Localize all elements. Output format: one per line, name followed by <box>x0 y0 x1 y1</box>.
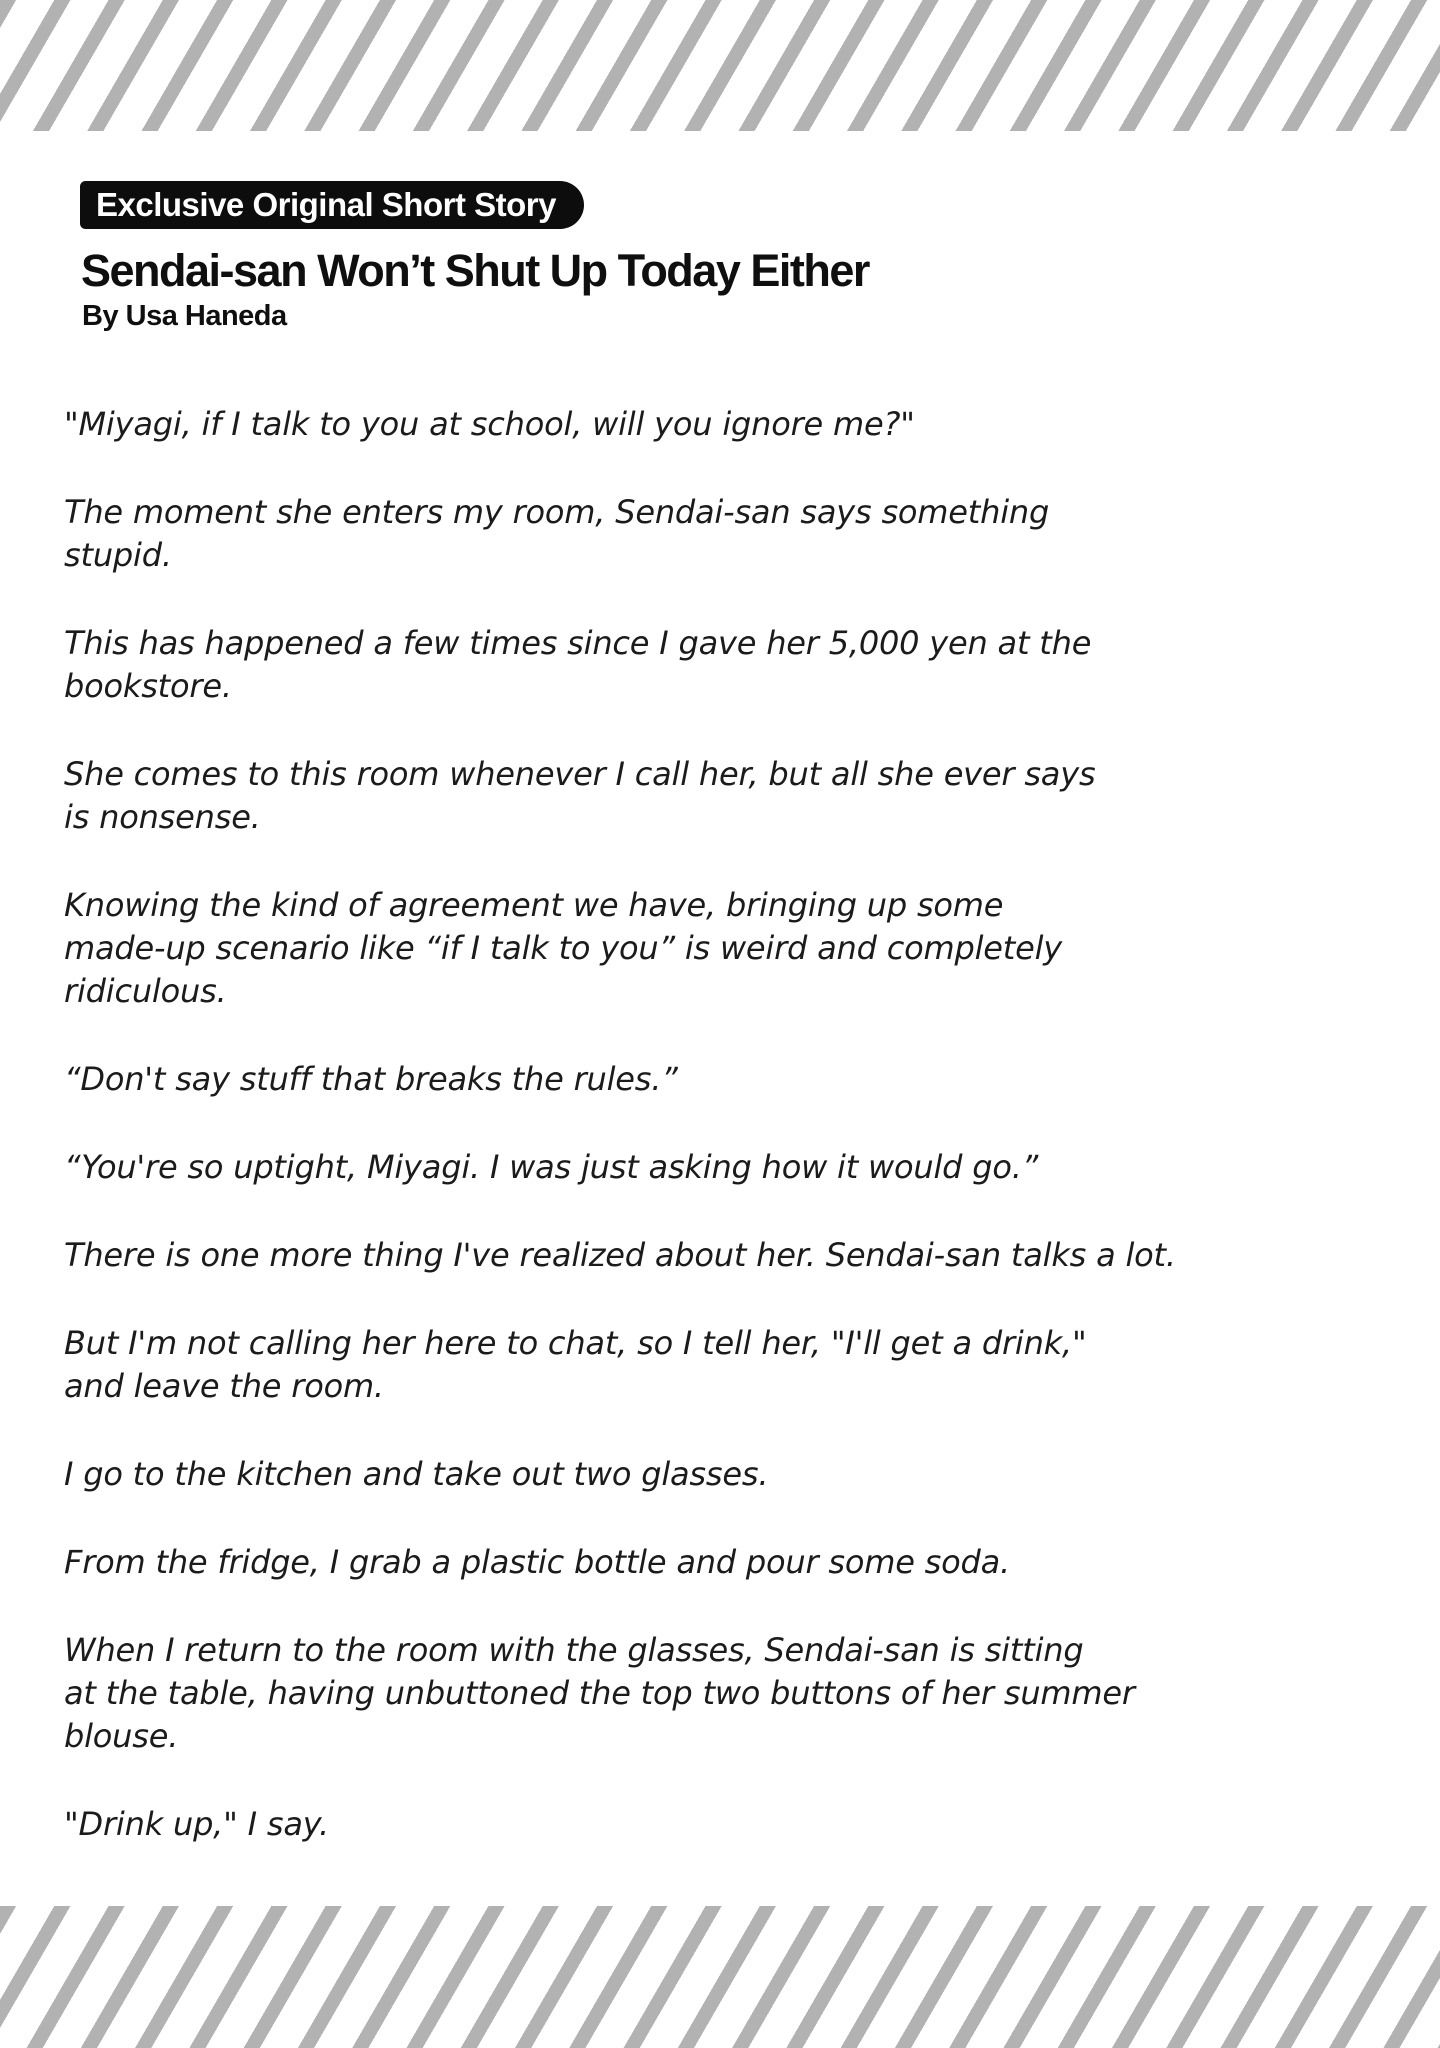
story-paragraph: From the fridge, I grab a plastic bottle and pour some soda. <box>64 1543 1011 1581</box>
story-title: Sendai-san Won’t Shut Up Today Either <box>81 245 869 296</box>
story-paragraph: “You're so uptight, Miyagi. I was just asking how it would go.” <box>64 1148 1039 1186</box>
story-paragraph: She comes to this room whenever I call her, but all she ever says is nonsense. <box>64 755 1096 836</box>
story-paragraph: There is one more thing I've realized about her. Sendai-san talks a lot. <box>64 1236 1176 1274</box>
story-body <box>64 403 1414 1891</box>
top-stripe-band <box>0 0 1440 131</box>
story-paragraph: "Drink up," I say. <box>64 1805 329 1843</box>
story-byline: By Usa Haneda <box>82 300 287 332</box>
bottom-stripe-band <box>0 1906 1440 2048</box>
story-paragraph: Knowing the kind of agreement we have, bringing up some made-up scenario like “if I talk to you” is weird and completely ridiculous. <box>64 886 1063 1010</box>
story-paragraph: But I'm not calling her here to chat, so I tell her, "I'll get a drink," and leave the room. <box>64 1324 1087 1405</box>
story-paragraph: This has happened a few times since I gave her 5,000 yen at the bookstore. <box>64 624 1092 705</box>
story-paragraph: I go to the kitchen and take out two glasses. <box>64 1455 769 1493</box>
story-paragraph: “Don't say stuff that breaks the rules.” <box>64 1060 678 1098</box>
exclusive-badge <box>80 181 584 229</box>
badge-label: Exclusive Original Short Story <box>96 186 556 223</box>
story-paragraph: "Miyagi, if I talk to you at school, will you ignore me?" <box>64 405 915 443</box>
story-paragraph: When I return to the room with the glasses, Sendai-san is sitting at the table, having unbuttoned the top two buttons of her summer blouse. <box>64 1631 1135 1755</box>
story-paragraph: The moment she enters my room, Sendai-san says something stupid. <box>64 493 1050 574</box>
